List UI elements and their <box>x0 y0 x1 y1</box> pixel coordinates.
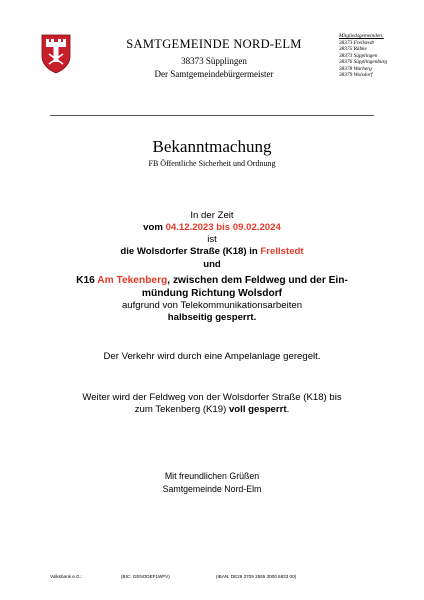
body-line-full-closure <box>0 404 424 415</box>
member-item: 38376 Süpplingenburg <box>339 59 388 66</box>
body-line-reason: aufgrund von Telekommunikationsarbeiten <box>121 300 303 311</box>
organization-name: SAMTGEMEINDE NORD-ELM <box>126 37 302 51</box>
member-item: 38375 Räbke <box>339 46 367 53</box>
period-dates: 04.12.2023 bis 09.02.2024 <box>165 222 281 233</box>
street-text: die Wolsdorfer Straße (K18) in <box>120 246 261 257</box>
member-municipalities <box>339 33 387 79</box>
body-line-closure: halbseitig gesperrt. <box>167 312 257 323</box>
full-closure-suffix: . <box>286 404 290 415</box>
closing-greeting: Mit freundlichen Grüßen <box>164 471 260 481</box>
organization-role: Der Samtgemeindebürgermeister <box>154 69 274 79</box>
footer-bank: Volksbank e.G.: <box>50 574 83 579</box>
body-line-direction: mündung Richtung Wolsdorf <box>141 288 283 299</box>
full-closure-bold: voll gesperrt <box>228 404 287 415</box>
k16-prefix: K16 <box>76 275 98 286</box>
body-line-ist: ist <box>207 234 217 245</box>
organization-address: 38373 Süpplingen <box>181 56 247 66</box>
street-place: Frellstedt <box>260 246 304 257</box>
member-item: 38379 Wolsdorf <box>339 72 373 79</box>
notice-department: FB Öffentliche Sicherheit und Ordnung <box>148 159 276 168</box>
header-divider <box>50 115 374 116</box>
body-line-traffic-light: Der Verkehr wird durch eine Ampelanlage geregelt. <box>103 351 321 362</box>
body-line-street <box>0 246 424 257</box>
period-prefix: vom <box>143 222 166 233</box>
k16-suffix: , zwischen dem Feldweg und der Ein- <box>167 275 348 286</box>
member-item: 38373 Süpplingen <box>339 52 378 59</box>
member-item: 38378 Warberg <box>339 65 372 72</box>
footer-bic: (BIC: GENODEF1WFV) <box>121 574 170 579</box>
footer-iban: (IBAN: DE29 2709 2555 3000 5833 00) <box>216 574 297 579</box>
body-line-fieldpath: Weiter wird der Feldweg von der Wolsdorfer Straße (K18) bis <box>82 392 342 403</box>
body-line-period <box>0 222 424 233</box>
body-line-intro: In der Zeit <box>190 210 234 221</box>
notice-title: Bekanntmachung <box>152 137 272 156</box>
municipal-crest-icon <box>41 34 71 74</box>
full-closure-prefix: zum Tekenberg (K19) <box>134 404 229 415</box>
k16-place: Am Tekenberg <box>97 275 168 286</box>
closing-signature: Samtgemeinde Nord-Elm <box>162 484 262 494</box>
body-line-und: und <box>203 259 221 270</box>
member-item: 38373 Frellstedt <box>339 39 374 46</box>
members-title: Mitgliedsgemeinden: <box>339 33 384 39</box>
body-line-k16 <box>0 275 424 286</box>
